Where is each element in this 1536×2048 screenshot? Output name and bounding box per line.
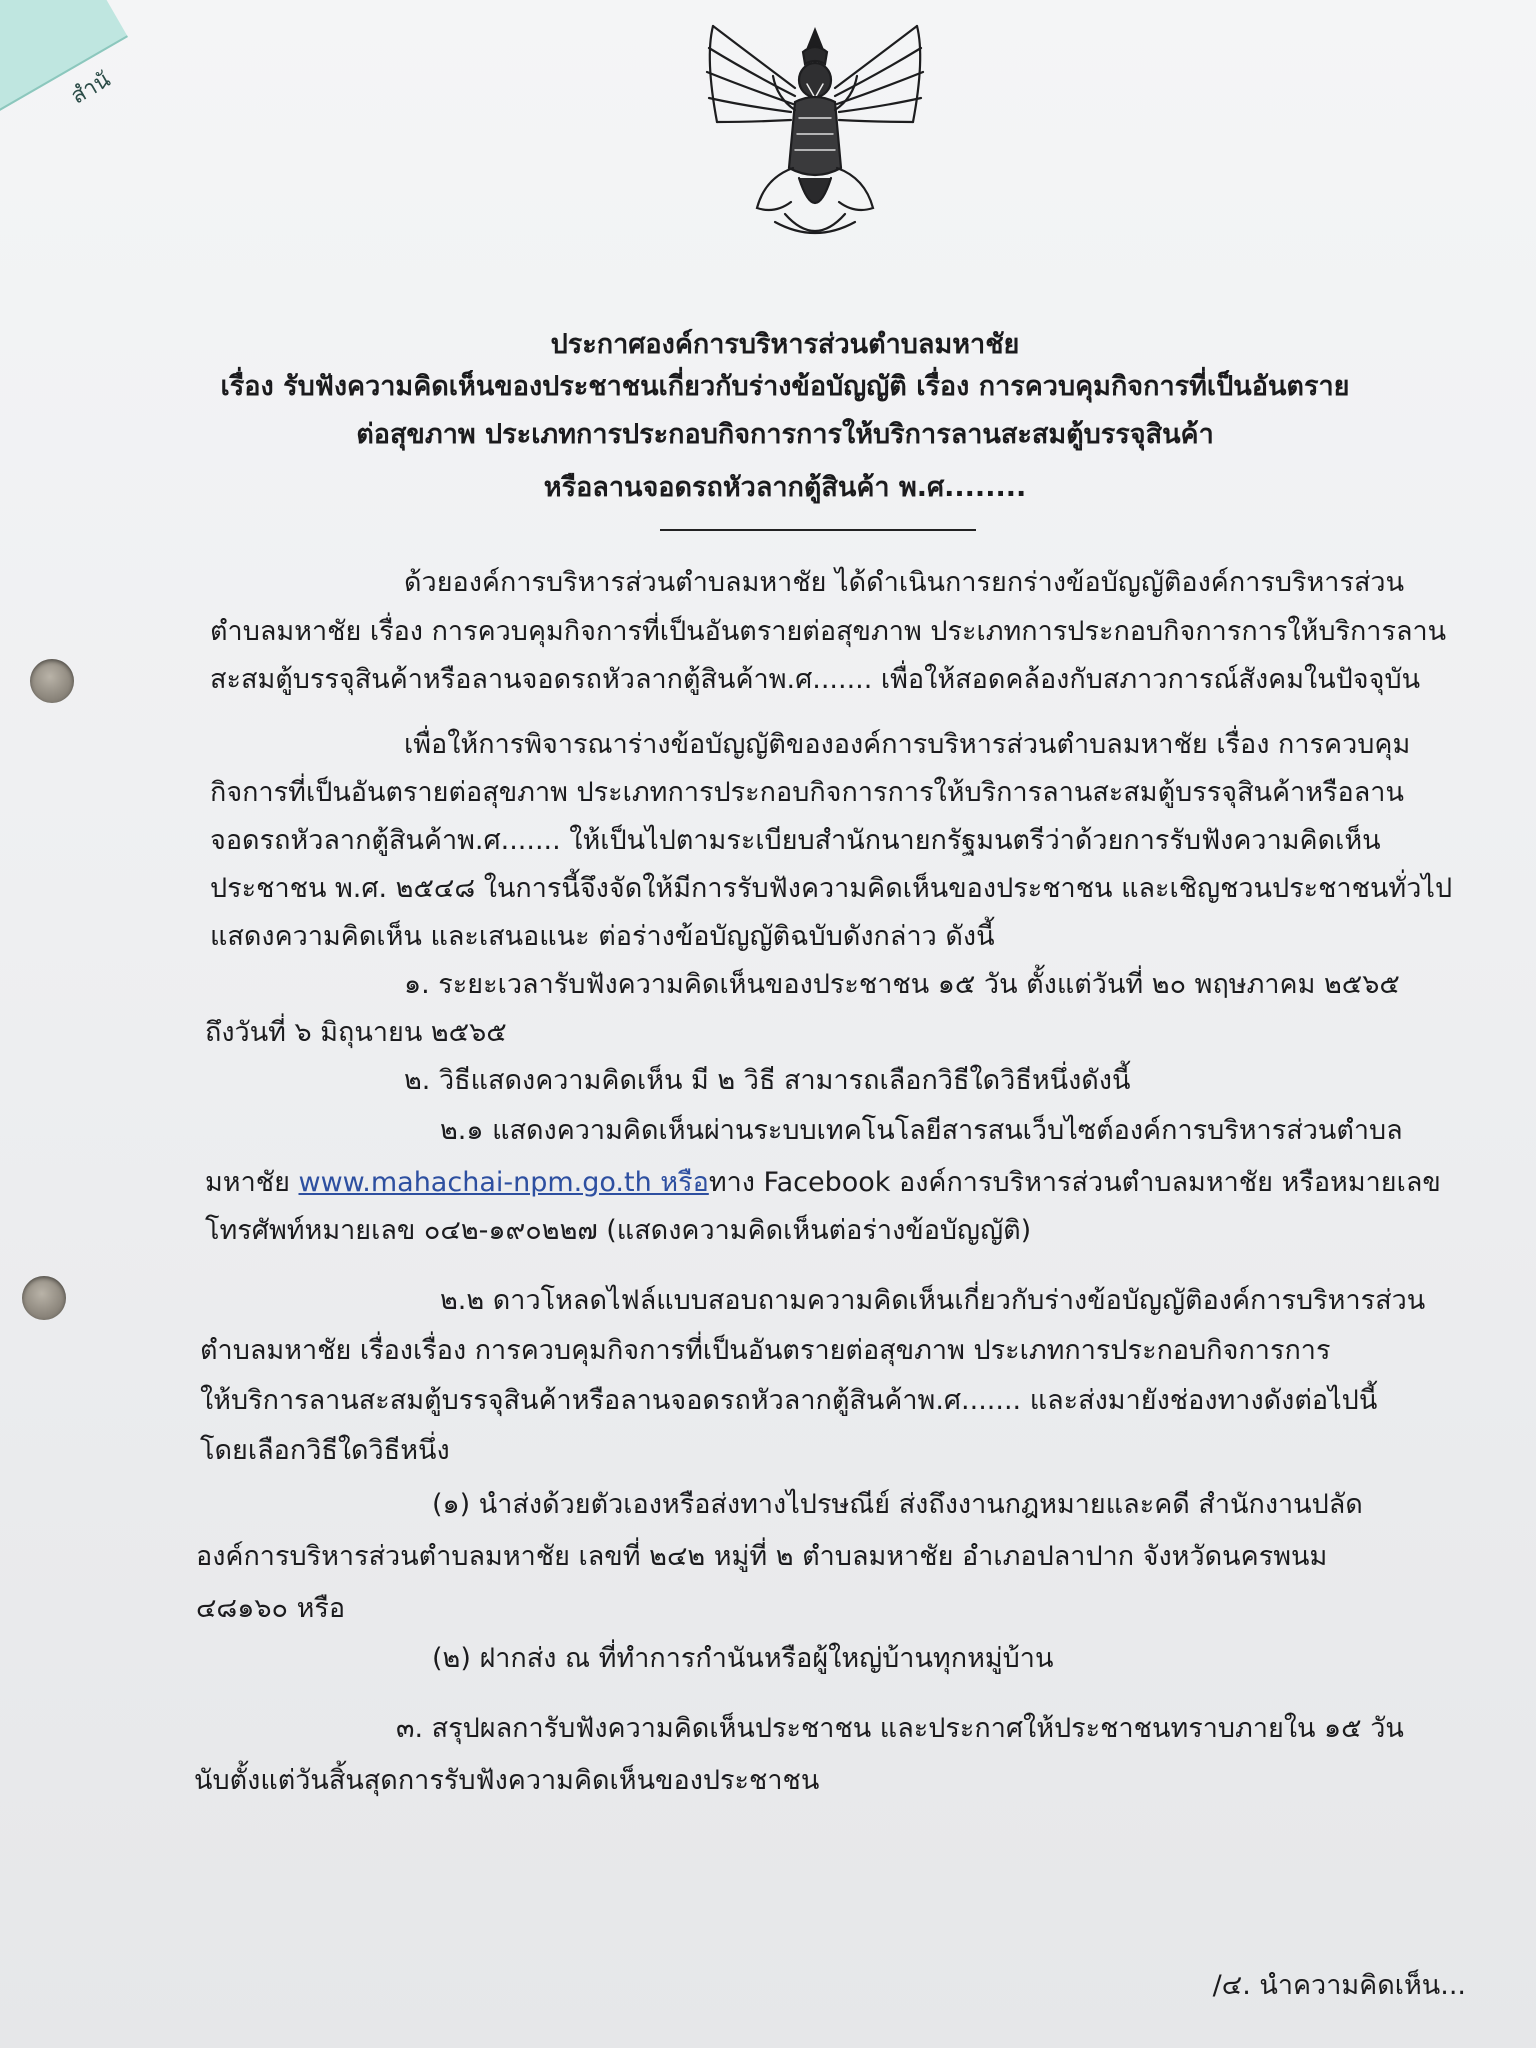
item-2-1-line-3: โทรศัพท์หมายเลข ๐๔๒-๑๙๐๒๒๗ (แสดงความคิดเห็นต่อร่างข้อบัญญัติ) — [205, 1215, 1032, 1246]
paragraph-2-line-5: แสดงความคิดเห็น และเสนอแนะ ต่อร่างข้อบัญญัติฉบับดังกล่าว ดังนี้ — [210, 921, 995, 952]
garuda-emblem-icon — [695, 18, 935, 250]
paragraph-1-line-3: สะสมตู้บรรจุสินค้าหรือลานจอดรถหัวลากตู้สินค้าพ.ศ....... เพื่อให้สอดคล้องกับสภาวการณ์สังคมในปัจจุบัน — [210, 664, 1421, 695]
title-underline — [660, 529, 976, 531]
item-3-line-1: ๓. สรุปผลการับฟังความคิดเห็นประชาชน และประกาศให้ประชาชนทราบภายใน ๑๕ วัน — [396, 1713, 1404, 1744]
paragraph-1-line-1: ด้วยองค์การบริหารส่วนตำบลมหาชัย ได้ดำเนินการยกร่างข้อบัญญัติองค์การบริหารส่วน — [404, 567, 1405, 598]
title-line-2: เรื่อง รับฟังความคิดเห็นของประชาชนเกี่ยวกับร่างข้อบัญญัติ เรื่อง การควบคุมกิจการที่เป็นอันตราย — [220, 371, 1350, 402]
continuation-note: /๔. นำความคิดเห็น... — [1212, 1970, 1466, 2001]
paragraph-1-line-2: ตำบลมหาชัย เรื่อง การควบคุมกิจการที่เป็นอันตรายต่อสุขภาพ ประเภทการประกอบกิจการการให้บริการลาน — [210, 616, 1447, 647]
corner-tab-text: สำนั — [66, 67, 115, 110]
sub-item-1-line-2: องค์การบริหารส่วนตำบลมหาชัย เลขที่ ๒๔๒ หมู่ที่ ๒ ตำบลมหาชัย อำเภอปลาปาก จังหวัดนครพนม — [196, 1541, 1328, 1572]
title-line-4: หรือลานจอดรถหัวลากตู้สินค้า พ.ศ........ — [543, 472, 1027, 503]
item-2-2-line-1: ๒.๒ ดาวโหลดไฟล์แบบสอบถามความคิดเห็นเกี่ยวกับร่างข้อบัญญัติองค์การบริหารส่วน — [440, 1285, 1426, 1316]
item-2-1-line-1: ๒.๑ แสดงความคิดเห็นผ่านระบบเทคโนโลยีสารสนเว็บไซต์องค์การบริหารส่วนตำบล — [440, 1115, 1403, 1146]
punch-hole-upper — [30, 659, 74, 703]
sub-item-2: (๒) ฝากส่ง ณ ที่ทำการกำนันหรือผู้ใหญ่บ้านทุกหมู่บ้าน — [432, 1643, 1054, 1674]
paragraph-2-line-1: เพื่อให้การพิจารณาร่างข้อบัญญัติขององค์การบริหารส่วนตำบลมหาชัย เรื่อง การควบคุม — [404, 729, 1411, 760]
item-2: ๒. วิธีแสดงความคิดเห็น มี ๒ วิธี สามารถเลือกวิธีใดวิธีหนึ่งดังนี้ — [404, 1065, 1131, 1096]
sub-item-1-line-1: (๑) นำส่งด้วยตัวเองหรือส่งทางไปรษณีย์ ส่งถึงงานกฎหมายและคดี สำนักงานปลัด — [432, 1489, 1363, 1520]
item-1-line-2: ถึงวันที่ ๖ มิถุนายน ๒๕๖๕ — [205, 1017, 507, 1048]
paragraph-2-line-3: จอดรถหัวลากตู้สินค้าพ.ศ....... ให้เป็นไปตามระเบียบสำนักนายกรัฐมนตรีว่าด้วยการรับฟังความคิดเห็น — [210, 825, 1381, 856]
punch-hole-lower — [22, 1276, 66, 1320]
item-2-2-line-3: ให้บริการลานสะสมตู้บรรจุสินค้าหรือลานจอดรถหัวลากตู้สินค้าพ.ศ....... และส่งมายังช่องทางดังต่อไปนี้ — [200, 1385, 1378, 1416]
item-2-1-suffix: ทาง Facebook องค์การบริหารส่วนตำบลมหาชัย หรือหมายเลข — [708, 1167, 1441, 1198]
website-link[interactable]: www.mahachai-npm.go.th หรือ — [298, 1167, 709, 1198]
item-3-line-2: นับตั้งแต่วันสิ้นสุดการรับฟังความคิดเห็นของประชาชน — [194, 1765, 820, 1796]
item-2-1-line-2 — [205, 1160, 1441, 1203]
item-1-line-1: ๑. ระยะเวลารับฟังความคิดเห็นของประชาชน ๑๕ วัน ตั้งแต่วันที่ ๒๐ พฤษภาคม ๒๕๖๕ — [404, 969, 1400, 1000]
title-line-3: ต่อสุขภาพ ประเภทการประกอบกิจการการให้บริการลานสะสมตู้บรรจุสินค้า — [356, 419, 1214, 450]
sub-item-1-line-3: ๔๘๑๖๐ หรือ — [196, 1593, 346, 1624]
paragraph-2-line-2: กิจการที่เป็นอันตรายต่อสุขภาพ ประเภทการประกอบกิจการการให้บริการลานสะสมตู้บรรจุสินค้าหรือลาน — [210, 777, 1404, 808]
title-line-1: ประกาศองค์การบริหารส่วนตำบลมหาชัย — [550, 329, 1020, 360]
item-2-1-prefix: มหาชัย — [205, 1167, 299, 1198]
item-2-2-line-4: โดยเลือกวิธีใดวิธีหนึ่ง — [200, 1435, 450, 1466]
item-2-2-line-2: ตำบลมหาชัย เรื่องเรื่อง การควบคุมกิจการที่เป็นอันตรายต่อสุขภาพ ประเภทการประกอบกิจการการ — [200, 1335, 1331, 1366]
paragraph-2-line-4: ประชาชน พ.ศ. ๒๕๔๘ ในการนี้จึงจัดให้มีการรับฟังความคิดเห็นของประชาชน และเชิญชวนประชาชนทั่วไป — [210, 873, 1453, 904]
